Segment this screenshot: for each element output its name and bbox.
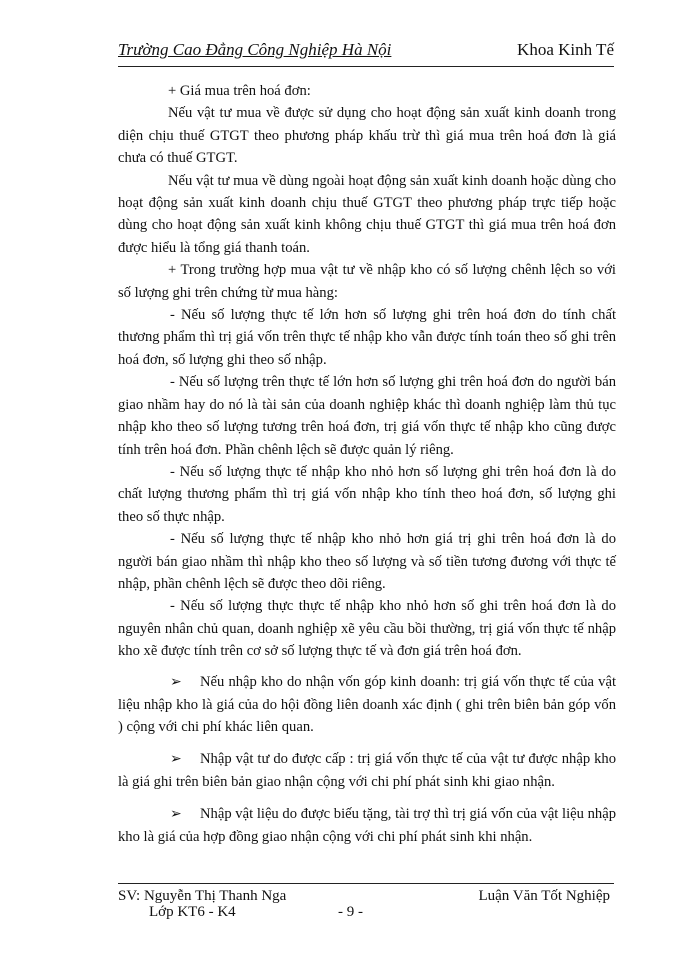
bullet-text: Nhập vật liệu do được biếu tặng, tài trợ thì trị giá vốn của vật liệu nhập kho là giá của hợp đồng giao nhận cộng với chi phí phát sinh khi nhận. [118, 805, 616, 845]
arrow-bullet-icon: ➢ [170, 674, 182, 690]
paragraph-deduction-method: Nếu vật tư mua về được sử dụng cho hoạt động sản xuất kinh doanh trong diện chịu thuế GTGT theo phương pháp khấu trừ thì giá mua trên hoá đơn là giá chưa có thuế GTGT. [118, 105, 616, 167]
paragraph-direct-method: Nếu vật tư mua về dùng ngoài hoạt động sản xuất kinh doanh hoặc dùng cho hoạt động sản xuất kinh doanh chịu thuế GTGT theo phương pháp trực tiếp hoặc dùng cho hoạt động sản xuất kinh không chịu thuế GTGT thì giá mua trên hoá đơn được hiểu là tổng giá thanh toán. [118, 172, 616, 256]
document-body [118, 80, 616, 848]
school-name: Trường Cao Đẳng Công Nghiệp Hà Nội [118, 40, 392, 59]
paragraph-case-seller-error-shortage: - Nếu số lượng thực tế nhập kho nhỏ hơn giá trị ghi trên hoá đơn là do người bán giao nhầm thì nhập kho theo số lượng và số tiền tương đương với thực tế nhập, phần chênh lệch sẽ được theo dõi riêng. [118, 531, 616, 592]
paragraph-case-commodity-excess: - Nếu số lượng thực tế lớn hơn số lượng ghi trên hoá đơn do tính chất thương phẩm thì trị giá vốn trên thực tế nhập kho vẫn được tính toán theo số ghi trên hoá đơn, số lượng ghi theo số nhập. [118, 307, 616, 368]
arrow-bullet-icon: ➢ [170, 751, 182, 767]
paragraph-case-seller-error-excess: - Nếu số lượng trên thực tế lớn hơn số lượng ghi trên hoá đơn do người bán giao nhầm hay do nó là tài sản của doanh nghiệp khác thì doanh nghiệp làm thủ tục nhập kho theo số lượng tương trên hoá đơn, trị giá vốn thực tế nhập kho cũng được tính trên hoá đơn. Phần chênh lệch sẽ được quản lý riêng. [118, 374, 616, 458]
page-header [118, 40, 614, 67]
bullet-text: Nhập vật tư do được cấp : trị giá vốn thực tế của vật tư được nhập kho là giá ghi trên biên bản giao nhận cộng với chi phí phát sinh khi giao nhận. [118, 750, 616, 791]
arrow-bullet-icon: ➢ [170, 806, 182, 822]
footer-author: SV: Nguyễn Thị Thanh Nga [118, 888, 287, 904]
paragraph-purchase-price-heading: + Giá mua trên hoá đơn: [168, 83, 311, 99]
footer-thesis-label: Luận Văn Tốt Nghiệp [478, 888, 610, 904]
footer-divider [118, 883, 614, 884]
page-number: - 9 - [338, 904, 363, 920]
paragraph-quantity-difference: + Trong trường hợp mua vật tư về nhập kho có số lượng chênh lệch so với số lượng ghi trên chứng từ mua hàng: [118, 262, 616, 301]
bullet-capital-contribution [118, 671, 616, 739]
faculty-name: Khoa Kinh Tế [517, 40, 614, 59]
bullet-allocated-supplies [118, 748, 616, 794]
paragraph-case-subjective-shortage: - Nếu số lượng thực thực tế nhập kho nhỏ hơn số ghi trên hoá đơn là do nguyên nhân chủ quan, doanh nghiệp xẽ yêu cầu bồi thường, trị giá vốn thực tế nhập kho xẽ được tính trên cơ sở số lượng thực tế và đơn giá trên hoá đơn. [118, 598, 616, 660]
paragraph-case-quality-shortage: - Nếu số lượng thực tế nhập kho nhỏ hơn số lượng ghi trên hoá đơn là do chất lượng thương phẩm thì trị giá vốn nhập kho tính theo hoá đơn, số lượng ghi theo số thực nhập. [118, 463, 616, 525]
bullet-donated-materials [118, 803, 616, 849]
footer-class: Lớp KT6 - K4 [149, 904, 236, 920]
bullet-text: Nếu nhập kho do nhận vốn góp kinh doanh: trị giá vốn thực tế của vật liệu nhập kho là giá của do hội đồng liên doanh xác định ( ghi trên biên bản góp vốn ) cộng với chi phí khác liên quan. [118, 673, 616, 736]
